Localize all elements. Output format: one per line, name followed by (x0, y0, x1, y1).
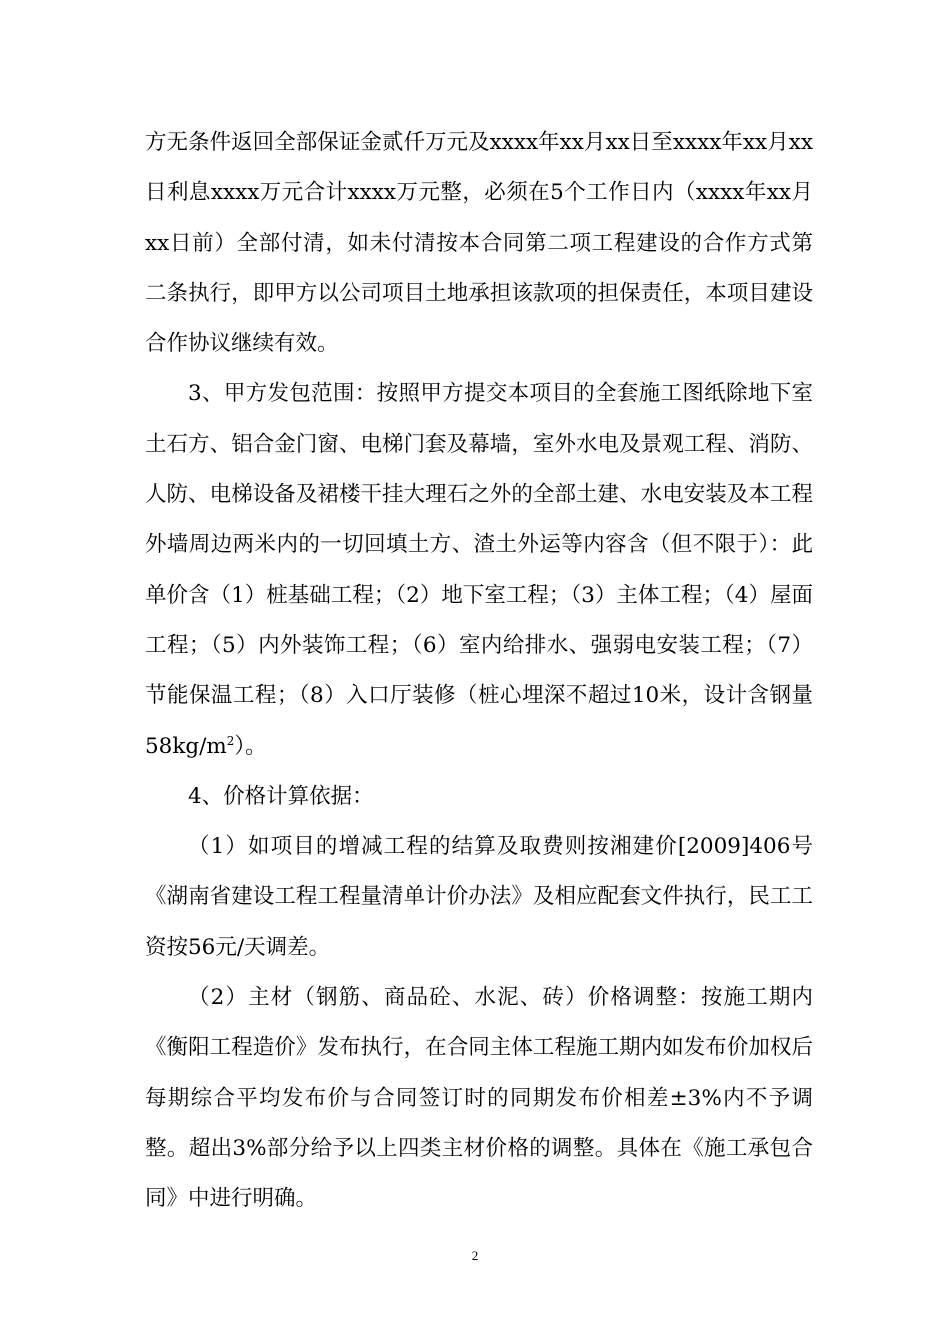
paragraph-contract-scope (145, 369, 813, 771)
document-body (145, 118, 813, 1225)
paragraph-payment-terms: 方无条件返回全部保证金贰仟万元及xxxx年xx月xx日至xxxx年xx月xx日利息xxxx万元合计xxxx万元整，必须在5个工作日内（xxxx年xx月xx日前）全部付清，如未付清按本合同第二项工程建设的合作方式第二条执行，即甲方以公司项目土地承担该款项的担保责任，本项目建设合作协议继续有效。 (145, 130, 813, 357)
paragraph-pricing-heading: 4、价格计算依据： (188, 783, 374, 809)
paragraph-pricing-material: （2）主材（钢筋、商品砼、水泥、砖）价格调整：按施工期内《衡阳工程造价》发布执行，在合同主体工程施工期内如发布价加权后每期综合平均发布价与合同签订时的同期发布价相差±3%内不予调整。超出3%部分给予以上四类主材价格的调整。具体在《施工承包合同》中进行明确。 (145, 985, 813, 1212)
paragraph-pricing-settlement: （1）如项目的增减工程的结算及取费则按湘建价[2009]406号《湖南省建设工程工程量清单计价办法》及相应配套文件执行，民工工资按56元/天调差。 (145, 834, 813, 960)
page-number: 2 (471, 1248, 479, 1263)
paragraph-contract-scope-tail: ）。 (234, 733, 267, 759)
paragraph-contract-scope-text: 3、甲方发包范围：按照甲方提交本项目的全套施工图纸除地下室土石方、铝合金门窗、电梯门套及幕墙，室外水电及景观工程、消防、人防、电梯设备及裙楼干挂大理石之外的全部土建、水电安装及本工程外墙周边两米内的一切回填土方、渣土外运等内容含（但不限于）：此单价含（1）桩基础工程；（2）地下室工程；（3）主体工程；（4）屋面工程；（5）内外装饰工程；（6）室内给排水、强弱电安装工程；（7）节能保温工程；（8）入口厅装修（桩心埋深不超过10米，设计含钢量58kg/m (145, 381, 813, 759)
unit-superscript: 2 (226, 733, 235, 748)
